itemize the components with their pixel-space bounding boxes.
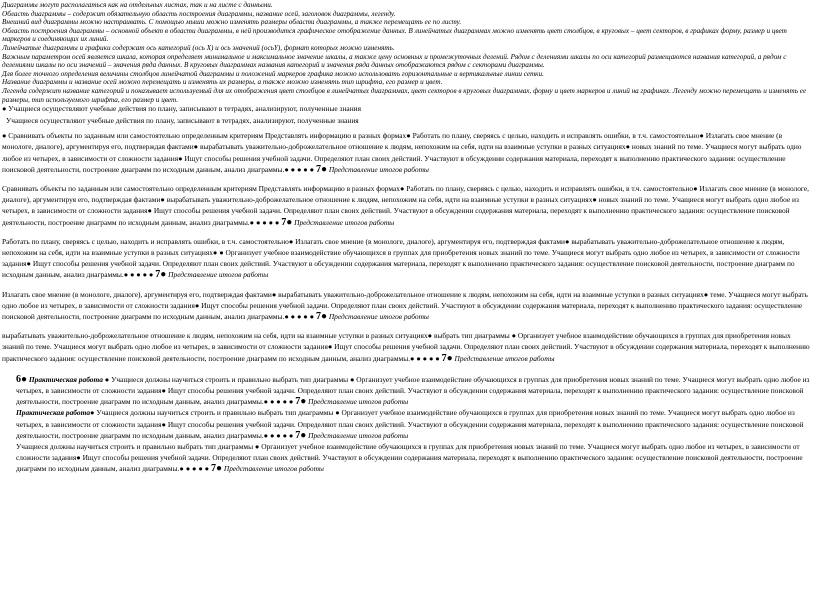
number-seven: 7● xyxy=(281,216,293,228)
intro-paragraph: Название диаграммы и название осей можно перемещать и изменять их размеры, а также можно изменять тип шрифта, его размер и цвет. xyxy=(2,78,443,87)
summary-label: Представление итогов работы xyxy=(308,397,409,407)
block-text: вырабатывать уважительно-доброжелательное отношение к людям, непохожим на себя, идти на взаимные уступки в разных ситуациях● выбрать тип диаграммы ● Организует учебное взаимодействие обучающихся в группах для приобретения новых знаний по теме. Учащиеся могут выбрать одно любое из четырех, в зависимости от сложности задания● Ищут способы решения учебной задачи. Определяют план своих действий. Участвуют в обсуждении содержания материала, переходят к выполнению практического задания: осуществление поисковой деятельности, построение диаграмм по исходным данным, анализ диаграммы.● ● ● ● ● xyxy=(2,331,810,363)
text-block xyxy=(2,236,814,281)
block-text: Сравнивать объекты по заданным или самостоятельно определенным критериям Представлять информацию в разных формах● Работать по плану, сверяясь с целью, находить и исправлять ошибки, в т.ч. самостоятельно● Излагать свое мнение (в монологе, диалоге), аргументируя его, подтверждая фактами● вырабатывать уважительно-доброжелательное отношение к людям, непохожим на себя, идти на взаимные уступки в разных ситуациях● новых знаний по теме. Учащиеся могут выбрать одно любое из четырех, в зависимости от сложности задания● Ищут способы решения учебной задачи. Определяют план своих действий. Участвуют в обсуждении содержания материала, переходят к выполнению практического задания: осуществление поисковой деятельности, построение диаграмм по исходным данным, анализ диаграммы.● ● ● ● ● xyxy=(2,183,809,227)
practical-text: Учащиеся должны научиться строить и правильно выбрать тип диаграммы ● Организует учебное взаимодействие обучающихся в группах для приобретения новых знаний по теме. Учащиеся могут выбрать одно любое из четырех, в зависимости от сложности задания● Ищут способы решения учебной задачи. Определяют план своих действий. Участвуют в обсуждении содержания материала, переходят к выполнению практического задания: осуществление поисковой деятельности, построение диаграмм по исходным данным, анализ диаграммы.● ● ● ● ● xyxy=(16,442,803,474)
bullet-line: ● Учащиеся осуществляют учебные действия по плану, записывают в тетрадях, анализируют, полученные знания xyxy=(2,104,362,114)
number-seven: 7● xyxy=(295,429,307,441)
number-seven: 7● xyxy=(315,163,327,175)
summary-label: Представление итогов работы xyxy=(454,353,555,363)
practical-paragraph xyxy=(16,407,814,441)
intro-paragraph: Линейчатые диаграммы и графики содержат ось категорий (ось Х) и ось значений (осьY), формат которых можно изменять. xyxy=(2,43,395,52)
number-seven: 7● xyxy=(315,310,327,322)
intro-paragraph: Область построения диаграммы – основной объект в области диаграммы, в ней производится графическое отображение данных. В линейчатых диаграммах можно изменять цвет столбцов, в круговых – цвет секторов, в графиках форму, размер и цвет маркеров и соединяющих их линий. xyxy=(2,26,787,44)
number-six: 6● xyxy=(16,373,28,385)
intro-paragraph: Область диаграммы – содержит обязательную область построения диаграммы, название осей, заголовок диаграммы, легенду. xyxy=(2,9,396,18)
block-text: Работать по плану, сверяясь с целью, находить и исправлять ошибки, в т.ч. самостоятельно● Излагать свое мнение (в монологе, диалоге), аргументируя его, подтверждая фактами● вырабатывать уважительно-доброжелательное отношение к людям, непохожим на себя, идти на взаимные уступки в разных ситуациях● ● Организует учебное взаимодействие обучающихся в группах для приобретения новых знаний по теме. Учащиеся могут выбрать одно любое из четырех, в зависимости от сложности задания● Ищут способы решения учебной задачи. Определяют план своих действий. Участвуют в обсуждении содержания материала, переходят к выполнению практического задания: осуществление поисковой деятельности, построение диаграмм по исходным данным, анализ диаграммы.● ● ● ● ● xyxy=(2,236,800,280)
intro-paragraph: Диаграммы могут располагаться как на отдельных листах, так и на листе с данными. xyxy=(2,1,273,9)
summary-label: Представление итогов работы xyxy=(328,164,429,174)
summary-label: Представление итогов работы xyxy=(308,430,409,440)
text-block xyxy=(2,130,814,175)
practical-title: Практическая работа● xyxy=(16,408,95,418)
text-block xyxy=(2,183,814,228)
intro-paragraph: Для более точного определения величины столбцов линейчатой диаграммы и положений маркеров графика можно использовать горизонтальные и вертикальные линии сетки. xyxy=(2,69,544,78)
summary-label: Представление итогов работы xyxy=(168,270,269,280)
practical-section xyxy=(2,374,814,475)
practical-text: Учащиеся должны научиться строить и правильно выбрать тип диаграммы ● Организует учебное взаимодействие обучающихся в группах для приобретения новых знаний по теме. Учащиеся могут выбрать одно любое из четырех, в зависимости от сложности задания● Ищут способы решения учебной задачи. Определяют план своих действий. Участвуют в обсуждении содержания материала, переходят к выполнению практического задания: осуществление поисковой деятельности, построение диаграмм по исходным данным, анализ диаграммы.● ● ● ● ● xyxy=(16,408,804,440)
intro-paragraph: Легенда содержит название категорий и показывает используемый для их отображения цвет столбцов в линейчатых диаграммах, цвет секторов в круговых диаграммах, форму и цвет маркеров и линий на графиках. Легенду можно перемещать и изменять ее размеры, тип используемого шрифта, его размер и цвет. xyxy=(2,86,807,104)
block-text: Излагать свое мнение (в монологе, диалоге), аргументируя его, подтверждая фактами● вырабатывать уважительно-доброжелательное отношение к людям, непохожим на себя, идти на взаимные уступки в разных ситуациях● теме. Учащиеся могут выбрать одно любое из четырех, в зависимости от сложности задания● Ищут способы решения учебной задачи. Определяют план своих действий. Участвуют в обсуждении содержания материала, переходят к выполнению практического задания: осуществление поисковой деятельности, построение диаграмм по исходным данным, анализ диаграммы.● ● ● ● ● xyxy=(2,289,808,321)
practical-text: ● Учащиеся должны научиться строить и правильно выбрать тип диаграммы ● Организует учебное взаимодействие обучающихся в группах для приобретения новых знаний по теме. Учащиеся могут выбрать одно любое из четырех, в зависимости от сложности задания● Ищут способы решения учебной задачи. Определяют план своих действий. Участвуют в обсуждении содержания материала, переходят к выполнению практического задания: осуществление поисковой деятельности, построение диаграмм по исходным данным, анализ диаграммы.● ● ● ● ● xyxy=(16,374,810,407)
block-text: ● Сравнивать объекты по заданным или самостоятельно определенным критериям Представлять информацию в разных формах● Работать по плану, сверяясь с целью, находить и исправлять ошибки, в т.ч. самостоятельно● Излагать свое мнение (в монологе, диалоге), аргументируя его, подтверждая фактами● вырабатывать уважительно-доброжелательное отношение к людям, непохожим на себя, идти на взаимные уступки в разных ситуациях● новых знаний по теме. Учащиеся могут выбрать одно любое из четырех, в зависимости от сложности задания● Ищут способы решения учебной задачи. Определяют план своих действий. Участвуют в обсуждении содержания материала, переходят к выполнению практического задания: осуществление поисковой деятельности, построение диаграмм по исходным данным, анализ диаграммы.● ● ● ● ● xyxy=(2,131,802,174)
practical-paragraph xyxy=(16,441,814,475)
intro-text xyxy=(2,1,814,104)
text-block xyxy=(2,330,814,364)
number-seven: 7● xyxy=(155,269,167,281)
number-seven: 7● xyxy=(441,352,453,364)
practical-paragraph xyxy=(16,374,814,408)
intro-paragraph: Внешний вид диаграммы можно настраивать. С помощью мыши можно изменять размеры области диаграммы, а также перемещать ее по листу. xyxy=(2,18,462,27)
summary-label: Представление итогов работы xyxy=(328,311,429,321)
text-block xyxy=(2,289,814,323)
plain-line: Учащиеся осуществляют учебные действия по плану, записывают в тетрадях, анализируют, полученные знания xyxy=(6,116,359,126)
number-seven: 7● xyxy=(210,463,223,475)
practical-title: Практическая работа xyxy=(28,374,103,384)
number-seven: 7● xyxy=(295,396,307,408)
summary-label: Представление итогов работы xyxy=(223,464,324,474)
summary-label: Представление итогов работы xyxy=(294,217,395,227)
intro-paragraph: Важным параметром осей является шкала, которая определяет минимальное и максимальное значение шкалы, а также цену основных и промежуточных делений. Рядом с делениями шкалы по оси категорий размещаются названия категорий, а рядом с делениями шкалы по оси значений – значения ряда данных. В круговых диаграммах названия категорий и значения ряда данных отображаются рядом с секторами диаграммы. xyxy=(2,52,787,70)
